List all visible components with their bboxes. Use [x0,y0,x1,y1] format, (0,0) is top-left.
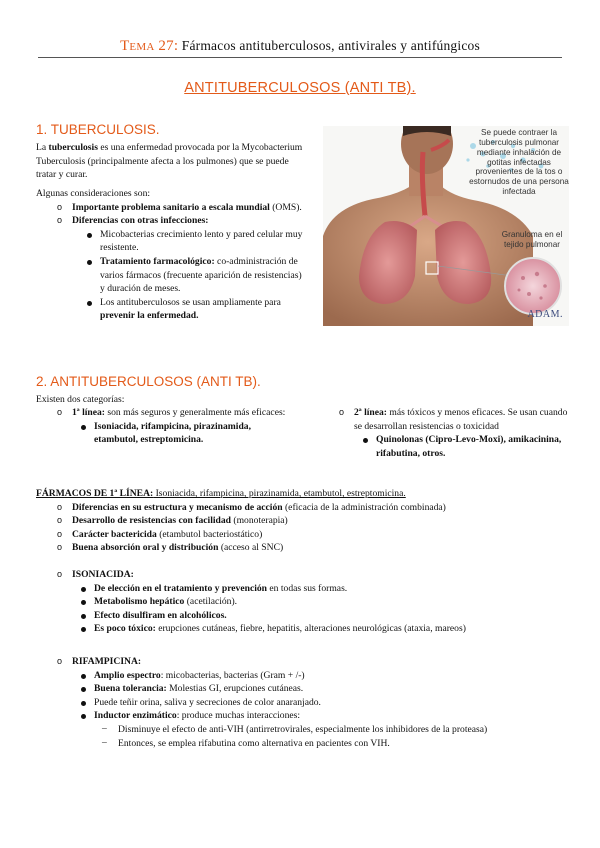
sub3-pre: Los antituberculosos se usan ampliamente para [100,296,281,308]
rifampicina-item-rest: Puede teñir orina, saliva y secreciones de color anaranjado. [94,696,321,708]
farmacos-list: Isoniacida, rifampicina, pirazinamida, etambutol, estreptomicina. [153,488,406,499]
sub1-text: Micobacterias crecimiento lento y pared celular muy resistente. [100,228,303,254]
rifampicina-dash-list [98,723,574,750]
header-subtitle: Fármacos antituberculosos, antivirales y antifúngicos [181,38,480,53]
item2-bold: Diferencias con otras infecciones: [72,215,209,227]
header-tema: Tema 27: [120,38,179,54]
header-divider [38,57,562,58]
consideration-sub-3 [82,296,308,323]
illustration-caption-bottom: Granuloma en el tejido pulmonar [501,230,563,249]
rifampicina-dash-item: – Disminuye el efecto de anti-VIH (antirretrovirales, especialmente los inhibidores de la proteasa) [98,723,574,737]
page-header [40,36,560,57]
first-line-drugs [76,420,290,447]
tuberculosis-illustration [323,126,569,326]
adam-logo: ADAM. [527,308,563,320]
farmacos-item [54,514,576,528]
rifampicina-item-bold: Inductor enzimático [94,710,177,722]
intro-bold: tuberculosis [48,142,98,153]
second-line-drugs [358,433,568,460]
section1-heading: 1. TUBERCULOSIS. [36,122,160,137]
considerations-label: Algunas consideraciones son: [36,188,151,199]
second-line-label: 2ª línea: [354,407,387,418]
rifampicina-item-rest: : produce muchas interacciones: [176,710,301,722]
isoniacida-heading [54,568,574,582]
section2-intro: Existen dos categorías: [36,394,125,405]
farmacos-label: FÁRMACOS DE 1ª LÍNEA: [36,488,154,499]
rifampicina-item [76,669,574,683]
section1-intro [36,141,308,182]
item1-rest: (OMS). [269,201,302,213]
isoniacida-block [54,568,574,636]
first-line-drugs-text: Isoniacida, rifampicina, pirazinamida, etambutol, estreptomicina. [94,420,251,446]
item1-bold: Importante problema sanitario a escala mundial [72,201,270,213]
illustration-caption-top: Se puede contraer la tuberculosis pulmonar mediante inhalación de gotitas infectadas provenientes de la tos o estornudos de una persona infectada [469,128,569,197]
first-line-label: 1ª línea: [72,407,105,418]
rifampicina-item-bold: Amplio espectro [94,669,161,681]
rifampicina-item [76,682,574,696]
isoniacida-item [76,609,574,623]
second-line-drugs-text: Quinolonas (Cipro-Levo-Moxi), amikacinina, rifabutina, otros. [376,434,562,459]
rifampicina-item-rest: : micobacterias, bacterias (Gram + /-) [160,669,305,681]
farmacos-item [54,501,576,515]
category-second-line [336,406,568,460]
second-line-desc: más tóxicos y menos eficaces. Se usan cuando se desarrollan resistencias o toxicidad [354,407,568,432]
rifampicina-items [76,669,574,751]
consideration-item-2 [54,214,308,228]
isoniacida-item-rest: en todas sus formas. [267,582,348,594]
farmacos-items [54,501,576,555]
isoniacida-item-bold: De elección en el tratamiento y prevención [94,582,267,594]
farmacos-item-rest: (etambutol bacteriostático) [156,528,263,540]
intro-pre: La [36,142,49,153]
rifampicina-heading [54,655,574,669]
second-line-item [336,406,568,433]
isoniacida-item-rest: erupciones cutáneas, fiebre, hepatitis, alteraciones neurológicas (ataxia, mareos) [155,623,466,635]
farmacos-line [36,487,576,501]
farmacos-item-bold: Carácter bactericida [72,528,157,540]
intro-post: es una enfermedad provocada por la Mycobacterium Tuberculosis (principalmente afecta a los pulmones) que se puede tratar y curar. [36,142,303,181]
farmacos-item-bold: Buena absorción oral y distribución [72,542,219,554]
category-first-line [54,406,290,447]
farmacos-item-rest: (monoterapia) [231,515,288,527]
isoniacida-items [76,582,574,636]
isoniacida-item [76,582,574,596]
farmacos-item [54,541,576,555]
consideration-sub-1 [82,228,308,255]
isoniacida-item [76,622,574,636]
farmacos-item-bold: Desarrollo de resistencias con facilidad [72,515,231,527]
farmacos-item [54,528,576,542]
isoniacida-item-bold: Es poco tóxico: [94,623,156,635]
sub2-rest: co-administración de varios fármacos (frecuente aparición de resistencias) y duración de meses. [100,256,302,295]
sub3-bold: prevenir la enfermedad. [100,310,199,322]
considerations-block [36,187,308,323]
isoniacida-heading-text: ISONIACIDA: [72,569,134,580]
isoniacida-item [76,595,574,609]
isoniacida-item-bold: Efecto disulfiram en alcohólicos. [94,609,227,621]
isoniacida-item-bold: Metabolismo hepático [94,596,185,608]
rifampicina-item [76,709,574,723]
rifampicina-item [76,696,574,710]
rifampicina-item-rest: Molestias GI, erupciones cutáneas. [166,683,304,695]
rifampicina-heading-text: RIFAMPICINA: [72,656,142,667]
rifampicina-item-bold: Buena tolerancia: [94,683,167,695]
rifampicina-block [54,655,574,750]
consideration-item-1 [54,201,308,215]
consideration-sub-2 [82,255,308,296]
first-line-item [54,406,290,420]
farmacos-item-bold: Diferencias en su estructura y mecanismo de acción [72,501,283,513]
isoniacida-item-rest: (acetilación). [184,596,238,608]
sub2-bold: Tratamiento farmacológico: [100,256,215,268]
farmacos-item-rest: (acceso al SNC) [218,542,284,554]
section2-heading: 2. ANTITUBERCULOSOS (ANTI TB). [36,374,261,389]
rifampicina-dash-item: – Entonces, se emplea rifabutina como alternativa en pacientes con VIH. [98,737,574,751]
farmacos-item-rest: (eficacia de la administración combinada) [282,501,446,513]
first-line-desc: son más seguros y generalmente más eficaces: [105,407,286,418]
farmacos-block [36,487,576,555]
page-title: ANTITUBERCULOSOS (ANTI TB). [184,80,416,96]
